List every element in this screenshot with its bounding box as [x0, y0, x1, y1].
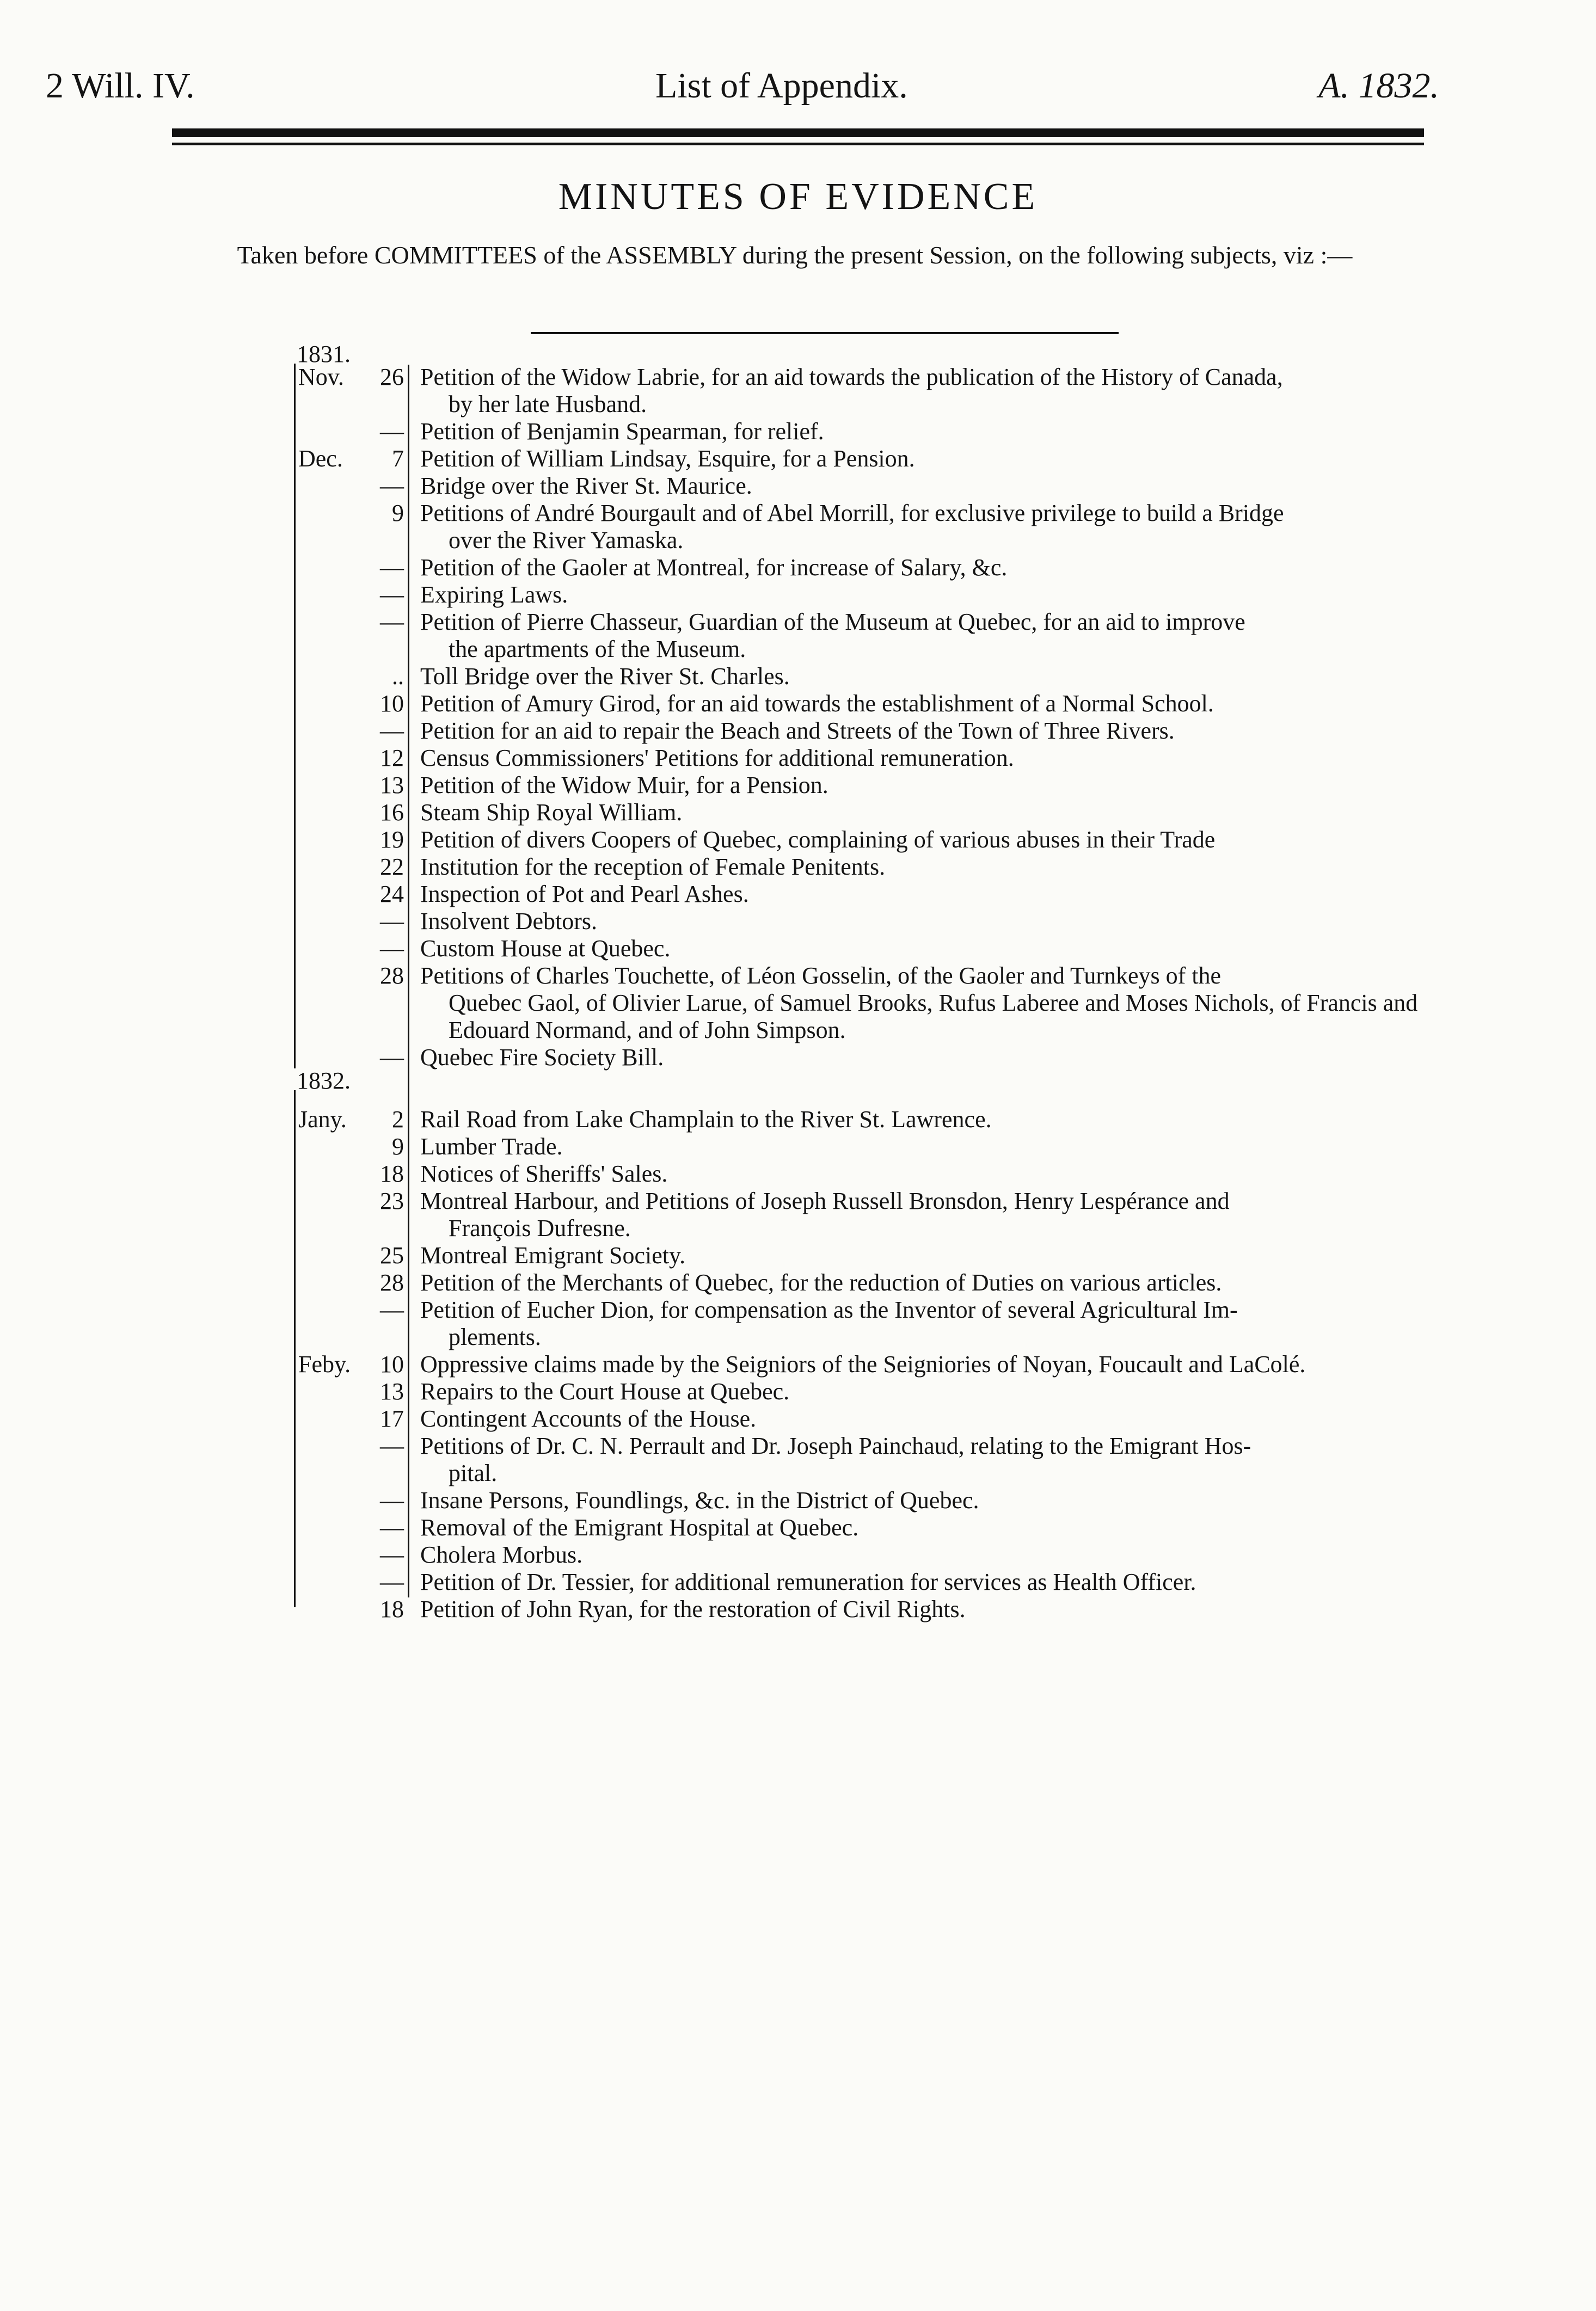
- entry-date: [283, 881, 408, 908]
- entry-description: [408, 717, 1459, 745]
- entry-date: [283, 1044, 408, 1071]
- entry-description: [408, 935, 1459, 962]
- entry-text-continued: the apartments of the Museum.: [449, 636, 746, 662]
- entries-list: [283, 336, 1459, 1623]
- entry-day: 28: [380, 962, 404, 989]
- list-item: [283, 663, 1459, 690]
- entry-day: 23: [380, 1188, 404, 1214]
- entry-description: [408, 609, 1459, 663]
- entry-text: Petition of William Lindsay, Esquire, for a Pension.: [420, 445, 915, 472]
- entry-text: Petitions of Charles Touchette, of Léon Gosselin, of the Gaoler and Turnkeys of the: [420, 962, 1221, 989]
- entry-day: —: [380, 609, 404, 635]
- entry-date: [283, 1514, 408, 1541]
- entry-text: Institution for the reception of Female Penitents.: [420, 853, 886, 880]
- list-item: [283, 1242, 1459, 1269]
- entry-day: —: [380, 1433, 404, 1459]
- entry-description: [408, 1569, 1459, 1596]
- entry-text: Petition for an aid to repair the Beach and Streets of the Town of Three Rivers.: [420, 717, 1175, 744]
- entry-text: Toll Bridge over the River St. Charles.: [420, 663, 790, 690]
- entry-day: —: [380, 1487, 404, 1514]
- entry-date: [283, 1487, 408, 1514]
- entry-day: —: [380, 935, 404, 962]
- entry-text: Montreal Harbour, and Petitions of Joseph Russell Bronsdon, Henry Lespérance and: [420, 1188, 1230, 1214]
- list-item: [283, 853, 1459, 881]
- entry-month: Feby.: [298, 1351, 351, 1378]
- header-year: A. 1832.: [1318, 66, 1439, 106]
- entry-description: [408, 1133, 1459, 1160]
- entry-day: 9: [392, 1133, 404, 1160]
- entry-text: Insane Persons, Foundlings, &c. in the District of Quebec.: [420, 1487, 979, 1514]
- entry-description: [408, 581, 1459, 609]
- entry-date: [283, 581, 408, 609]
- entry-day: 12: [380, 745, 404, 771]
- entry-date: [283, 1188, 408, 1215]
- page-subtitle: Taken before COMMITTEES of the ASSEMBLY during the present Session, on the following subjects, viz :—: [237, 241, 1353, 269]
- entry-day: —: [380, 1569, 404, 1595]
- list-item: [283, 799, 1459, 826]
- header-rule-thin: [172, 143, 1424, 145]
- entry-date: [283, 1106, 408, 1133]
- entry-description: [408, 1296, 1459, 1351]
- entry-description: [408, 1596, 1459, 1623]
- entry-description: [408, 1514, 1459, 1541]
- entry-date: [283, 745, 408, 772]
- list-item: [283, 1351, 1459, 1378]
- entry-month: Nov.: [298, 364, 344, 390]
- entry-description: [408, 799, 1459, 826]
- entry-day: —: [380, 1044, 404, 1071]
- entry-text: Custom House at Quebec.: [420, 935, 671, 962]
- entry-date: [283, 908, 408, 935]
- list-item: [283, 1378, 1459, 1405]
- entry-description: [408, 1188, 1459, 1242]
- entry-text: Removal of the Emigrant Hospital at Quebec.: [420, 1514, 859, 1541]
- entry-text: Repairs to the Court House at Quebec.: [420, 1378, 790, 1405]
- list-item: [283, 1296, 1459, 1351]
- entry-day: 2: [392, 1106, 404, 1133]
- entry-date: [283, 1269, 408, 1296]
- entry-text-continued: François Dufresne.: [449, 1215, 631, 1241]
- entry-description: [408, 1487, 1459, 1514]
- entry-date: [283, 1296, 408, 1324]
- entry-date: [283, 554, 408, 581]
- entry-text: Petition of Dr. Tessier, for additional remuneration for services as Health Officer.: [420, 1569, 1196, 1595]
- entry-date: [283, 418, 408, 445]
- entry-date: [283, 1569, 408, 1596]
- entry-description: [408, 1405, 1459, 1433]
- entry-text: Petition of the Widow Labrie, for an aid towards the publication of the History of Canada,: [420, 364, 1283, 390]
- entry-day: 18: [380, 1596, 404, 1622]
- list-item: [283, 1596, 1459, 1623]
- entry-text: Petition of the Gaoler at Montreal, for increase of Salary, &c.: [420, 554, 1008, 581]
- entry-date: [283, 717, 408, 745]
- list-item: [283, 500, 1459, 554]
- entry-text-continued: pital.: [449, 1460, 498, 1486]
- entry-text: Bridge over the River St. Maurice.: [420, 472, 752, 499]
- entry-text: Petition of Amury Girod, for an aid towards the establishment of a Normal School.: [420, 690, 1214, 717]
- entry-text: Expiring Laws.: [420, 581, 568, 608]
- entry-description: [408, 1160, 1459, 1188]
- list-item: [283, 962, 1459, 1044]
- list-item: [283, 364, 1459, 418]
- list-item: [283, 1405, 1459, 1433]
- list-item: [283, 1269, 1459, 1296]
- list-item: [283, 581, 1459, 609]
- list-item: [283, 1133, 1459, 1160]
- page-title: MINUTES OF EVIDENCE: [558, 176, 1038, 218]
- entry-day: 7: [392, 445, 404, 472]
- entry-text: Petition of Pierre Chasseur, Guardian of the Museum at Quebec, for an aid to improve: [420, 609, 1245, 635]
- entry-day: ..: [392, 663, 404, 690]
- entry-text: Quebec Fire Society Bill.: [420, 1044, 664, 1071]
- entry-text: Petition of John Ryan, for the restoration of Civil Rights.: [420, 1596, 966, 1622]
- list-item: [283, 472, 1459, 500]
- entry-day: —: [380, 1514, 404, 1541]
- entry-text: Steam Ship Royal William.: [420, 799, 683, 826]
- entry-day: 22: [380, 853, 404, 880]
- entry-day: 13: [380, 772, 404, 798]
- entry-date: [283, 826, 408, 853]
- list-item: [283, 554, 1459, 581]
- list-item: [283, 1044, 1459, 1071]
- entry-description: [408, 364, 1459, 418]
- entry-date: [283, 853, 408, 881]
- entry-date: [283, 1405, 408, 1433]
- entry-description: [408, 1541, 1459, 1569]
- entry-text-continued: plements.: [449, 1324, 541, 1350]
- entry-day: —: [380, 472, 404, 499]
- entry-description: [408, 962, 1459, 1044]
- entry-description: [408, 772, 1459, 799]
- entry-text: Petition of divers Coopers of Quebec, complaining of various abuses in their Trade: [420, 826, 1216, 853]
- entry-text: Oppressive claims made by the Seigniors of the Seigniories of Noyan, Foucault and LaColé.: [420, 1351, 1306, 1378]
- entry-text: Rail Road from Lake Champlain to the River St. Lawrence.: [420, 1106, 992, 1133]
- entry-date: [283, 962, 408, 989]
- entry-description: [408, 1269, 1459, 1296]
- entry-text: Inspection of Pot and Pearl Ashes.: [420, 881, 749, 907]
- entry-month: Jany.: [298, 1106, 347, 1133]
- entry-description: [408, 554, 1459, 581]
- entry-day: 26: [380, 364, 404, 390]
- entry-day: 25: [380, 1242, 404, 1269]
- entry-text: Lumber Trade.: [420, 1133, 563, 1160]
- entry-text: Petition of Eucher Dion, for compensation as the Inventor of several Agricultural Im-: [420, 1296, 1238, 1323]
- entry-description: [408, 663, 1459, 690]
- list-item: [283, 445, 1459, 472]
- list-item: [283, 772, 1459, 799]
- entry-description: [408, 445, 1459, 472]
- entry-text: Petitions of André Bourgault and of Abel Morrill, for exclusive privilege to build a Bridge: [420, 500, 1284, 526]
- entry-text-continued: Quebec Gaol, of Olivier Larue, of Samuel Brooks, Rufus Laberee and Moses Nichols, of Francis and Edouard Normand, and of John Simpson.: [449, 989, 1418, 1043]
- list-item: [283, 745, 1459, 772]
- entry-day: 18: [380, 1160, 404, 1187]
- list-item: [283, 826, 1459, 853]
- entry-date: [283, 445, 408, 472]
- entry-text: Petitions of Dr. C. N. Perrault and Dr. Joseph Painchaud, relating to the Emigrant Hos-: [420, 1433, 1251, 1459]
- entry-description: [408, 1242, 1459, 1269]
- header-title: List of Appendix.: [655, 66, 908, 106]
- entry-description: [408, 745, 1459, 772]
- entry-text: Petition of Benjamin Spearman, for relief.: [420, 418, 824, 445]
- entry-description: [408, 1433, 1459, 1487]
- entry-date: [283, 1351, 408, 1378]
- entry-date: [283, 364, 408, 391]
- entries-1831: [283, 364, 1459, 1071]
- entry-date: [283, 472, 408, 500]
- entry-description: [408, 881, 1459, 908]
- entry-date: [283, 663, 408, 690]
- entry-day: 13: [380, 1378, 404, 1405]
- entry-description: [408, 472, 1459, 500]
- header-rule-thick: [172, 128, 1424, 137]
- entry-day: —: [380, 418, 404, 445]
- list-item: [283, 1188, 1459, 1242]
- entry-description: [408, 1044, 1459, 1071]
- entry-day: —: [380, 717, 404, 744]
- list-item: [283, 881, 1459, 908]
- entry-date: [283, 1378, 408, 1405]
- entry-month: Dec.: [298, 445, 343, 472]
- entry-day: —: [380, 908, 404, 935]
- entry-description: [408, 826, 1459, 853]
- entry-date: [283, 1160, 408, 1188]
- list-item: [283, 1541, 1459, 1569]
- entry-date: [283, 1596, 408, 1623]
- list-item: [283, 1569, 1459, 1596]
- year-1832: 1832.: [297, 1067, 351, 1094]
- entry-text: Montreal Emigrant Society.: [420, 1242, 686, 1269]
- entry-date: [283, 799, 408, 826]
- list-item: [283, 609, 1459, 663]
- list-item: [283, 1433, 1459, 1487]
- list-item: [283, 690, 1459, 717]
- entry-day: 19: [380, 826, 404, 853]
- entry-text-continued: over the River Yamaska.: [449, 527, 684, 554]
- entry-date: [283, 935, 408, 962]
- list-item: [283, 418, 1459, 445]
- entry-day: —: [380, 1541, 404, 1568]
- running-header: [46, 65, 1439, 114]
- entry-date: [283, 500, 408, 527]
- entry-text: Contingent Accounts of the House.: [420, 1405, 757, 1432]
- entry-description: [408, 690, 1459, 717]
- entry-description: [408, 1106, 1459, 1133]
- entry-day: 28: [380, 1269, 404, 1296]
- list-item: [283, 717, 1459, 745]
- list-item: [283, 1106, 1459, 1133]
- entry-description: [408, 908, 1459, 935]
- list-item: [283, 935, 1459, 962]
- entry-date: [283, 1242, 408, 1269]
- entry-day: 10: [380, 690, 404, 717]
- entry-day: —: [380, 554, 404, 581]
- entry-description: [408, 1351, 1459, 1378]
- entry-date: [283, 1133, 408, 1160]
- entry-text-continued: by her late Husband.: [449, 391, 647, 417]
- entry-date: [283, 690, 408, 717]
- header-session: 2 Will. IV.: [46, 66, 195, 106]
- entry-date: [283, 1541, 408, 1569]
- entry-date: [283, 1433, 408, 1460]
- entry-text: Cholera Morbus.: [420, 1541, 583, 1568]
- entry-date: [283, 609, 408, 636]
- entry-description: [408, 853, 1459, 881]
- year-1831: 1831.: [297, 341, 351, 367]
- title-rule: [531, 332, 1119, 334]
- entries-1832: [283, 1106, 1459, 1623]
- entry-text: Insolvent Debtors.: [420, 908, 598, 935]
- entry-text: Notices of Sheriffs' Sales.: [420, 1160, 668, 1187]
- entry-day: 10: [380, 1351, 404, 1378]
- entry-day: —: [380, 1296, 404, 1323]
- entry-day: 17: [380, 1405, 404, 1432]
- entry-description: [408, 418, 1459, 445]
- entry-description: [408, 1378, 1459, 1405]
- entry-text: Petition of the Widow Muir, for a Pension.: [420, 772, 828, 798]
- entry-text: Petition of the Merchants of Quebec, for the reduction of Duties on various articles.: [420, 1269, 1222, 1296]
- list-item: [283, 1160, 1459, 1188]
- entry-text: Census Commissioners' Petitions for additional remuneration.: [420, 745, 1014, 771]
- list-item: [283, 908, 1459, 935]
- entry-day: 16: [380, 799, 404, 826]
- entry-day: —: [380, 581, 404, 608]
- list-item: [283, 1487, 1459, 1514]
- entry-day: 9: [392, 500, 404, 526]
- list-item: [283, 1514, 1459, 1541]
- entry-date: [283, 772, 408, 799]
- entry-description: [408, 500, 1459, 554]
- entry-day: 24: [380, 881, 404, 907]
